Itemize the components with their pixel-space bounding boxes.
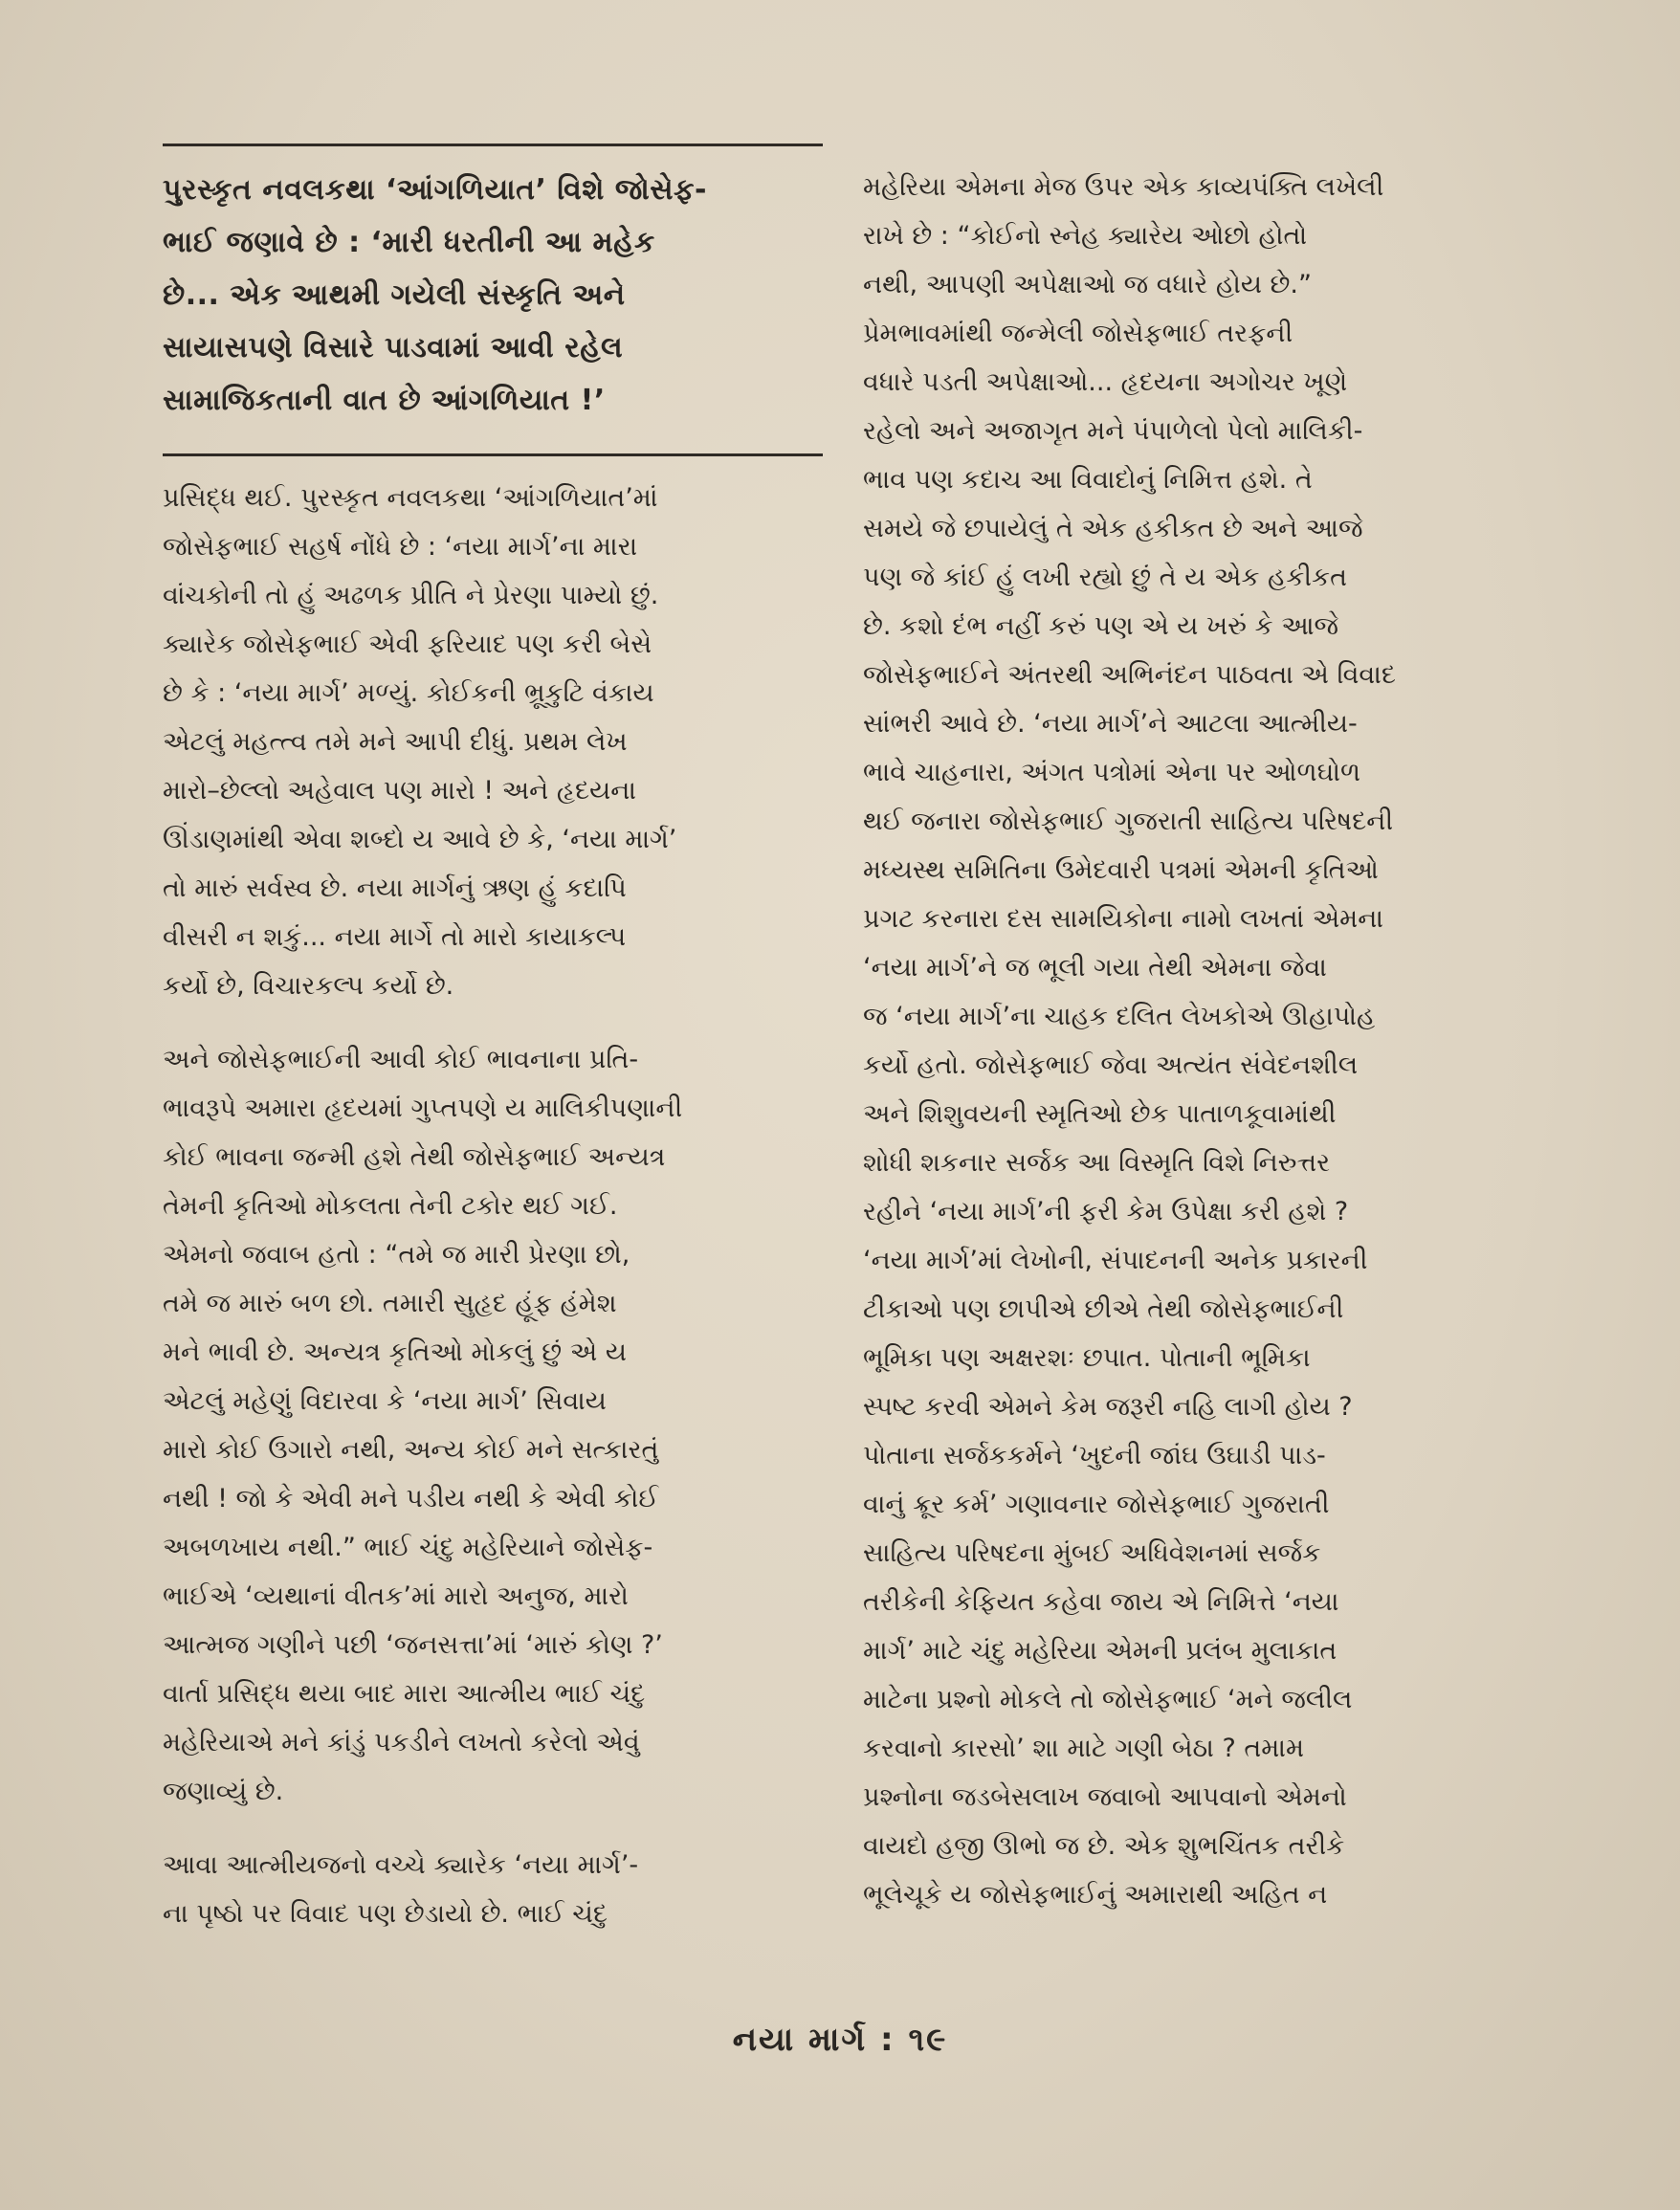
page-footer: નયા માર્ગ : ૧૯ bbox=[732, 2021, 948, 2059]
pullquote-bottom-rule bbox=[163, 453, 823, 456]
left-paragraph-2: અને જોસેફભાઈની આવી કોઈ ભાવનાના પ્રતિ- ભાવરૂપે અમારા હૃદયમાં ગુપ્તપણે ય માલિકીપણાની કોઈ ભાવના જન્મી હશે તેથી જોસેફભાઈ અન્યત્ર તેમની કૃતિઓ મોકલતા તેની ટકોર થઈ ગઈ. એમનો જવાબ હતો : “તમે જ મારી પ્રેરણા છો, તમે જ મારું બળ છો. તમારી સુહૃદ હૂંફ હંમેશ મને ભાવી છે. અન્યત્ર કૃતિઓ મોકલું છું એ ય એટલું મહેણું વિદારવા કે ‘નયા માર્ગ’ સિવાય મારો કોઈ ઉગારો નથી, અન્ય કોઈ મને સત્કારતું નથી ! જો કે એવી મને પડીય નથી કે એવી કોઈ અબળખાય નથી.” ભાઈ ચંદુ મહેરિયાને જોસેફ- ભાઈએ ‘વ્યથાનાં વીતક’માં મારો અનુજ, મારો આત્મજ ગણીને પછી ‘જનસત્તા’માં ‘મારું કોણ ?’ વાર્તા પ્રસિદ્ધ થયા બાદ મારા આત્મીય ભાઈ ચંદુ મહેરિયાએ મને કાંડું પકડીને લખતો કરેલો એવું જણાવ્યું છે. bbox=[163, 1045, 683, 1806]
right-paragraph-1: મહેરિયા એમના મેજ ઉપર એક કાવ્યપંક્તિ લખેલી રાખે છે : “કોઈનો સ્નેહ ક્યારેય ઓછો હોતો નથી, આપણી અપેક્ષાઓ જ વધારે હોય છે.” પ્રેમભાવમાંથી જન્મેલી જોસેફભાઈ તરફની વધારે પડતી અપેક્ષાઓ... હૃદયના અગોચર ખૂણે રહેલો અને અજાગૃત મને પંપાળેલો પેલો માલિકી- ભાવ પણ કદાચ આ વિવાદોનું નિમિત્ત હશે. તે સમયે જે છપાયેલું તે એક હકીકત છે અને આજે પણ જે કાંઈ હું લખી રહ્યો છું તે ય એક હકીકત છે. કશો દંભ નહીં કરું પણ એ ય ખરું કે આજે જોસેફભાઈને અંતરથી અભિનંદન પાઠવતા એ વિવાદ સાંભરી આવે છે. ‘નયા માર્ગ’ને આટલા આત્મીય- ભાવે ચાહનારા, અંગત પત્રોમાં એના પર ઓળઘોળ થઈ જનારા જોસેફભાઈ ગુજરાતી સાહિત્ય પરિષદની મધ્યસ્થ સમિતિના ઉમેદવારી પત્રમાં એમની કૃતિઓ પ્રગટ કરનારા દસ સામયિકોના નામો લખતાં એમના ‘નયા માર્ગ’ને જ ભૂલી ગયા તેથી એમના જેવા જ ‘નયા માર્ગ’ના ચાહક દલિત લેખકોએ ઊહાપોહ કર્યો હતો. જોસેફભાઈ જેવા અત્યંત સંવેદનશીલ અને શિશુવયની સ્મૃતિઓ છેક પાતાળકૂવામાંથી શોધી શકનાર સર્જક આ વિસ્મૃતિ વિશે નિરુત્તર રહીને ‘નયા માર્ગ’ની ફરી કેમ ઉપેક્ષા કરી હશે ? ‘નયા માર્ગ’માં લેખોની, સંપાદનની અનેક પ્રકારની ટીકાઓ પણ છાપીએ છીએ તેથી જોસેફભાઈની ભૂમિકા પણ અક્ષરશઃ છપાત. પોતાની ભૂમિકા સ્પષ્ટ કરવી એમને કેમ જરૂરી નહિ લાગી હોય ? પોતાના સર્જકકર્મને ‘ખુદની જાંઘ ઉઘાડી પાડ- વાનું ક્રૂર કર્મ’ ગણાવનાર જોસેફભાઈ ગુજરાતી સાહિત્ય પરિષદના મુંબઈ અધિવેશનમાં સર્જક તરીકેની કેફિયત કહેવા જાય એ નિમિત્તે ‘નયા માર્ગ’ માટે ચંદુ મહેરિયા એમની પ્રલંબ મુલાકાત માટેના પ્રશ્નો મોકલે તો જોસેફભાઈ ‘મને જલીલ કરવાનો કારસો’ શા માટે ગણી બેઠા ? તમામ પ્રશ્નોના જડબેસલાખ જવાબો આપવાનો એમનો વાયદો હજી ઊભો જ છે. એક શુભચિંતક તરીકે ભૂલેચૂકે ય જોસેફભાઈનું અમારાથી અહિત ન bbox=[863, 172, 1396, 1910]
left-body bbox=[163, 474, 823, 1938]
left-paragraph-1: પ્રસિદ્ધ થઈ. પુરસ્કૃત નવલકથા ‘આંગળિયાત’માં જોસેફભાઈ સહર્ષ નોંધે છે : ‘નયા માર્ગ’ના મારા વાંચકોની તો હું અઢળક પ્રીતિ ને પ્રેરણા પામ્યો છું. ક્યારેક જોસેફભાઈ એવી ફરિયાદ પણ કરી બેસે છે કે : ‘નયા માર્ગ’ મળ્યું. કોઈકની ભ્રૂકુટિ વંકાય એટલું મહત્ત્વ તમે મને આપી દીધું. પ્રથમ લેખ મારો–છેલ્લો અહેવાલ પણ મારો ! અને હૃદયના ઊંડાણમાંથી એવા શબ્દો ય આવે છે કે, ‘નયા માર્ગ’ તો મારું સર્વસ્વ છે. નયા માર્ગનું ઋણ હું કદાપિ વીસરી ન શકું... નયા માર્ગે તો મારો કાયાકલ્પ કર્યો છે, વિચારકલ્પ કર્યો છે. bbox=[163, 483, 677, 1001]
left-paragraph-3: આવા આત્મીયજનો વચ્ચે ક્યારેક ‘નયા માર્ગ’- ના પૃષ્ઠો પર વિવાદ પણ છેડાયો છે. ભાઈ ચંદુ bbox=[163, 1850, 639, 1929]
left-column bbox=[163, 144, 823, 1938]
right-column bbox=[863, 163, 1523, 1919]
pullquote-top-rule bbox=[163, 144, 823, 146]
pullquote: પુરસ્કૃત નવલકથા ‘આંગળિયાત’ વિશે જોસેફ- ભાઈ જણાવે છે : ‘મારી ધરતીની આ મહેક છે... એક આથમી ગયેલી સંસ્કૃતિ અને સાયાસપણે વિસારે પાડવામાં આવી રહેલ સામાજિકતાની વાત છે આંગળિયાત !’ bbox=[163, 173, 707, 417]
